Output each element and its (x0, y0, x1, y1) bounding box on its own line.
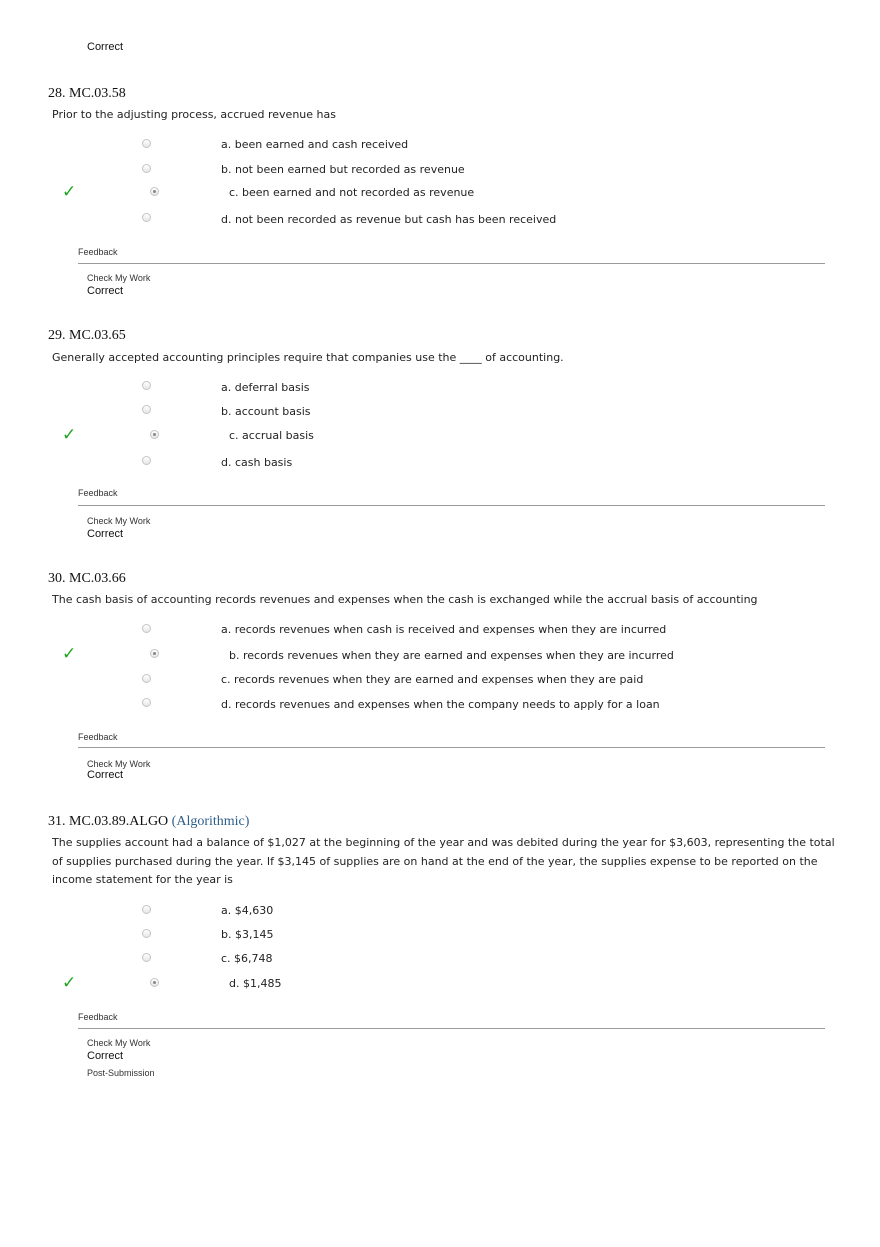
option-label: a. deferral basis (221, 381, 310, 394)
question-title-29: 29. MC.03.65 (48, 328, 126, 343)
radio-option-a[interactable] (142, 381, 151, 390)
question-title-30: 30. MC.03.66 (48, 571, 126, 586)
radio-option-b[interactable] (142, 405, 151, 414)
radio-option-c-selected[interactable] (150, 430, 159, 439)
option-label: c. accrual basis (229, 429, 314, 442)
check-my-work-link[interactable]: Check My Work (87, 516, 151, 526)
question-text-29: Generally accepted accounting principles require that companies use the ____ of accounting. (52, 351, 564, 364)
option-label: c. records revenues when they are earned and expenses when they are paid (221, 673, 644, 686)
divider (78, 747, 825, 748)
option-label: d. $1,485 (229, 977, 282, 990)
check-my-work-link[interactable]: Check My Work (87, 273, 151, 283)
result-status: Correct (87, 528, 124, 540)
radio-option-c[interactable] (142, 953, 151, 962)
feedback-toggle[interactable]: Feedback (78, 247, 118, 257)
question-title-28: 28. MC.03.58 (48, 86, 126, 101)
option-label: b. records revenues when they are earned and expenses when they are incurred (229, 649, 674, 662)
radio-option-b[interactable] (142, 929, 151, 938)
feedback-toggle[interactable]: Feedback (78, 488, 118, 498)
option-label: c. been earned and not recorded as revenue (229, 186, 475, 199)
option-label: d. not been recorded as revenue but cash has been received (221, 213, 557, 226)
radio-option-d-selected[interactable] (150, 978, 159, 987)
algorithmic-tag: (Algorithmic) (171, 814, 250, 829)
radio-option-c[interactable] (142, 674, 151, 683)
divider (78, 263, 825, 264)
option-label: a. records revenues when cash is received and expenses when they are incurred (221, 623, 667, 636)
option-label: c. $6,748 (221, 952, 273, 965)
question-text-31: The supplies account had a balance of $1,027 at the beginning of the year and was debited during the year for $3,603, representing the total of supplies purchased during the year. If $3,145 of supplies are on hand at the end of the year, the supplies expense to be reported on the income statement for the year is (52, 836, 835, 886)
option-label: b. not been earned but recorded as revenue (221, 163, 465, 176)
radio-option-b[interactable] (142, 164, 151, 173)
radio-option-a[interactable] (142, 905, 151, 914)
checkmark-icon: ✓ (62, 425, 77, 445)
checkmark-icon: ✓ (62, 182, 77, 202)
result-status: Correct (87, 285, 124, 297)
question-code: 31. MC.03.89.ALGO (48, 814, 169, 829)
radio-option-d[interactable] (142, 456, 151, 465)
checkmark-icon: ✓ (62, 973, 77, 993)
option-label: b. account basis (221, 405, 311, 418)
check-my-work-link[interactable]: Check My Work (87, 1038, 151, 1048)
radio-option-d[interactable] (142, 213, 151, 222)
post-submission-link[interactable]: Post-Submission (87, 1068, 155, 1078)
radio-option-a[interactable] (142, 624, 151, 633)
question-text-28: Prior to the adjusting process, accrued revenue has (52, 108, 336, 121)
option-label: a. been earned and cash received (221, 138, 409, 151)
radio-option-b-selected[interactable] (150, 649, 159, 658)
divider (78, 505, 825, 506)
feedback-toggle[interactable]: Feedback (78, 732, 118, 742)
radio-option-d[interactable] (142, 698, 151, 707)
feedback-toggle[interactable]: Feedback (78, 1012, 118, 1022)
radio-option-c-selected[interactable] (150, 187, 159, 196)
option-label: b. $3,145 (221, 928, 274, 941)
question-text-30: The cash basis of accounting records revenues and expenses when the cash is exchanged while the accrual basis of accounting (52, 593, 758, 606)
check-my-work-link[interactable]: Check My Work (87, 759, 151, 769)
question-title-31 (48, 814, 249, 830)
option-label: d. records revenues and expenses when the company needs to apply for a loan (221, 698, 660, 711)
result-status: Correct (87, 769, 124, 781)
radio-option-a[interactable] (142, 139, 151, 148)
checkmark-icon: ✓ (62, 644, 77, 664)
previous-question-result: Correct (87, 41, 124, 53)
option-label: d. cash basis (221, 456, 293, 469)
divider (78, 1028, 825, 1029)
option-label: a. $4,630 (221, 904, 274, 917)
result-status: Correct (87, 1050, 124, 1062)
